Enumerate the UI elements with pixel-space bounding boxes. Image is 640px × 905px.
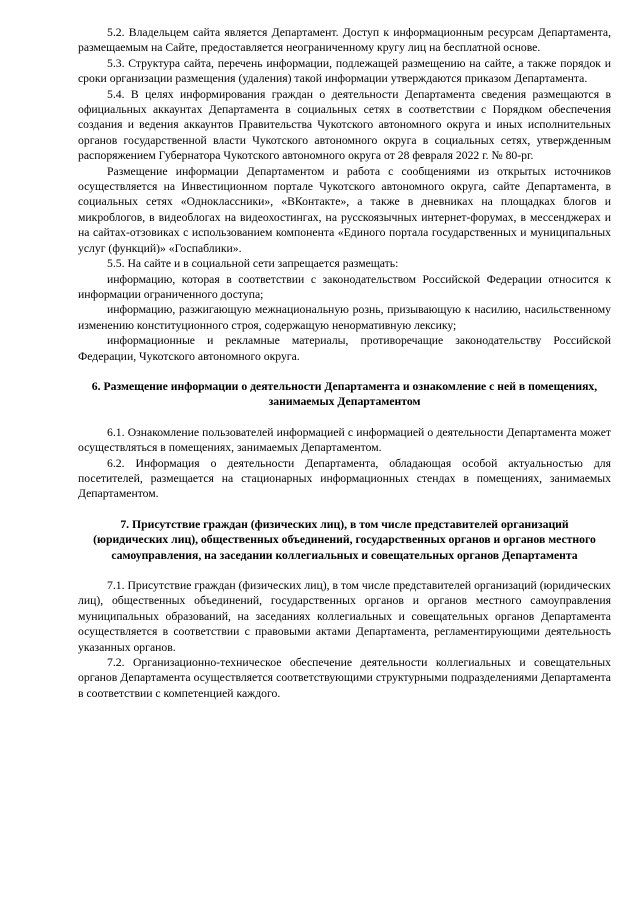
spacer xyxy=(78,410,611,425)
section-7-heading: 7. Присутствие граждан (физических лиц), в том числе представителей организаций (юридических лиц), общественных объединений, государственных органов и органов местного самоуправления, на заседании коллегиальных и совещательных органов Департамента xyxy=(93,517,596,562)
spacer xyxy=(78,502,611,517)
paragraph-6-1: 6.1. Ознакомление пользователей информацией с информацией о деятельности Департамента может осуществляться в помещениях, занимаемых Департаментом. xyxy=(78,425,611,455)
paragraph-5-5-item-advertising: информационные и рекламные материалы, противоречащие законодательству Российской Федерации, Чукотского автономного округа. xyxy=(78,334,611,363)
paragraph-5-4: 5.4. В целях информирования граждан о деятельности Департамента сведения размещаются в официальных аккаунтах Департамента в социальных сетях в соответствии с Порядком обеспечения создания и ведения аккаунтов Правительства Чукотского автономного округа и иных исполнительных органов государственной власти Чукотского автономного округа в социальных сетях, утвержденным распоряжением Губернатора Чукотского автономного округа от 28 февраля 2022 г. № 80-рг. xyxy=(78,87,611,163)
section-6-heading: 6. Размещение информации о деятельности Департамента и ознакомление с ней в помещениях, занимаемых Департаментом xyxy=(91,379,598,409)
paragraph-5-5: 5.5. На сайте и в социальной сети запрещается размещать: xyxy=(107,257,399,271)
paragraph-5-5-item-restricted: информацию, которая в соответствии с законодательством Российской Федерации относится к информации ограниченного доступа; xyxy=(78,272,611,301)
paragraph-5-2: 5.2. Владельцем сайта является Департамент. Доступ к информационным ресурсам Департамента, размещаемым на Сайте, предоставляется неограниченному кругу лиц на бесплатной основе. xyxy=(78,26,611,55)
paragraph-7-1: 7.1. Присутствие граждан (физических лиц), в том числе представителей организаций (юридических лиц), общественных объединений, государственных органов и органов местного самоуправления муниципальных образований, на заседаниях коллегиальных и совещательных органов Департамента осуществляется в соответствии с правовыми актами Департамента, регламентирующими деятельность указанных органов. xyxy=(78,579,611,654)
paragraph-5-5-item-hate: информацию, разжигающую межнациональную рознь, призывающую к насилию, насильственному изменению конституционного строя, содержащую ненормативную лексику; xyxy=(78,303,611,332)
document-page xyxy=(78,25,611,701)
paragraph-6-2: 6.2. Информация о деятельности Департамента, обладающая особой актуальностью для посетителей, размещается на стационарных информационных стендах в помещениях, занимаемых Департаментом. xyxy=(78,456,611,501)
paragraph-5-4-placement: Размещение информации Департаментом и работа с сообщениями из открытых источников осуществляется на Инвестиционном портале Чукотского автономного округа, сайте Департамента, в социальных сетях «Одноклассники», «ВКонтакте», а также в дневниках на площадках блогов и микроблогов, в видеоблогах на видеохостингах, на русскоязычных интернет-форумах, в мессенджерах и на сайтах-отзовиках с использованием компонента «Единого портала государственных и муниципальных услуг (функций)» «Госпаблики». xyxy=(78,164,611,255)
spacer xyxy=(78,364,611,379)
paragraph-7-2: 7.2. Организационно-техническое обеспечение деятельности коллегиальных и совещательных органов Департамента осуществляется соответствующими структурными подразделениями Департамента в соответствии с компетенцией каждого. xyxy=(78,656,611,700)
paragraph-5-3: 5.3. Структура сайта, перечень информации, подлежащей размещению на сайте, а также порядок и сроки организации размещения (удаления) такой информации утверждаются приказом Департамента. xyxy=(78,56,611,86)
spacer xyxy=(78,563,611,578)
